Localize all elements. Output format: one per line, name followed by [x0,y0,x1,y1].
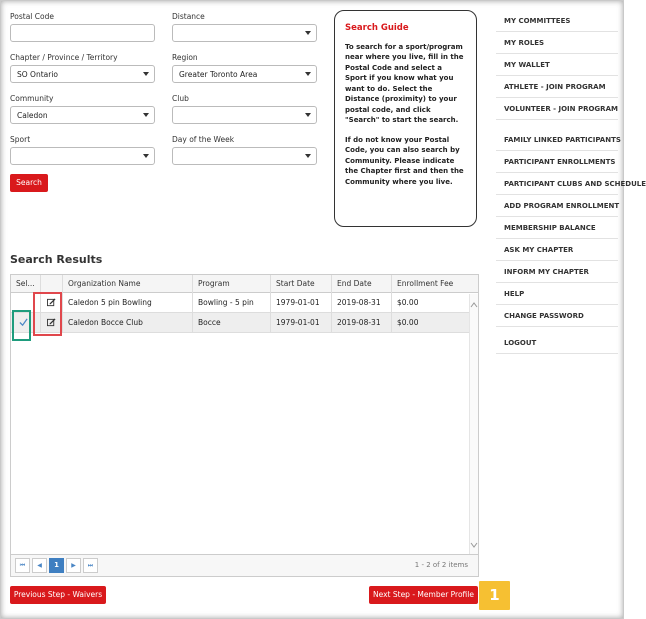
previous-step-button[interactable]: Previous Step - Waivers [10,586,106,604]
col-enrollment-fee[interactable]: Enrollment Fee [397,279,454,288]
region-select[interactable] [172,65,317,83]
chapter-label: Chapter / Province / Territory [10,53,118,62]
sidebar-gap [496,120,618,129]
program-cell: Bocce [193,313,271,333]
results-title: Search Results [10,253,103,266]
col-start-date[interactable]: Start Date [271,275,332,293]
grid-pager [11,554,478,576]
sidebar-item-inform-chapter[interactable]: INFORM MY CHAPTER [496,261,618,283]
distance-label: Distance [172,12,205,21]
org-name-cell: Caledon 5 pin Bowling [63,293,193,313]
fee-cell: $0.00 [397,298,419,307]
club-label: Club [172,94,189,103]
sidebar-item-help[interactable]: HELP [496,283,618,305]
search-guide-paragraph-2: If do not know your Postal Code, you can also search by Community. Please indicate the Chapter first and then the Community where you live. [345,135,464,186]
region-value: Greater Toronto Area [179,70,258,79]
highlight-edit-box [33,292,62,336]
highlight-select-box [12,310,31,341]
sidebar-item-logout[interactable]: LOGOUT [496,332,618,354]
page-button-1[interactable]: 1 [49,558,64,573]
sidebar-item-my-committees[interactable]: MY COMMITTEES [496,10,618,32]
sidebar-item-my-roles[interactable]: MY ROLES [496,32,618,54]
sidebar-item-family-linked[interactable]: FAMILY LINKED PARTICIPANTS [496,129,618,151]
grid-scrollbar[interactable] [469,294,478,556]
region-label: Region [172,53,198,62]
chevron-down-icon [305,72,311,76]
next-page-icon[interactable]: ▶ [66,558,81,573]
table-row[interactable] [11,293,469,313]
sidebar [496,10,646,354]
chapter-select[interactable] [10,65,155,83]
community-label: Community [10,94,54,103]
club-select[interactable] [172,106,317,124]
step-badge: 1 [479,581,510,610]
sidebar-item-change-password[interactable]: CHANGE PASSWORD [496,305,618,327]
sidebar-item-athlete-join[interactable]: ATHLETE - JOIN PROGRAM [496,76,618,98]
table-row[interactable] [11,313,469,333]
search-guide-paragraph-1: To search for a sport/program near where you live, fill in the Postal Code and select a Sport if you know what you want to do. Select the Distance (proximity) to your postal code, and click "Search" to start the search. [345,42,464,124]
col-edit [41,275,63,293]
sidebar-item-my-wallet[interactable]: MY WALLET [496,54,618,76]
chevron-down-icon [143,113,149,117]
col-program[interactable]: Program [193,275,271,293]
col-end-date[interactable]: End Date [332,275,392,293]
chevron-down-icon [305,154,311,158]
start-date-cell: 1979-01-01 [271,313,332,333]
scroll-down-icon [470,542,478,548]
sidebar-item-membership-balance[interactable]: MEMBERSHIP BALANCE [496,217,618,239]
sidebar-item-volunteer-join[interactable]: VOLUNTEER - JOIN PROGRAM [496,98,618,120]
sidebar-item-participant-enrollments[interactable]: PARTICIPANT ENROLLMENTS [496,151,618,173]
end-date-cell: 2019-08-31 [332,313,392,333]
scroll-up-icon [470,302,478,308]
col-organization-name[interactable]: Organization Name [63,275,193,293]
sport-select[interactable] [10,147,155,165]
search-guide-box [334,10,477,227]
community-value: Caledon [17,111,48,120]
day-of-week-label: Day of the Week [172,135,235,144]
pager-info: 1 - 2 of 2 items [414,561,468,569]
results-grid [10,274,479,577]
search-guide-title: Search Guide [345,23,409,33]
postal-code-label: Postal Code [10,12,54,21]
chevron-down-icon [305,31,311,35]
sidebar-item-ask-chapter[interactable]: ASK MY CHAPTER [496,239,618,261]
program-cell: Bowling - 5 pin [193,293,271,313]
community-select[interactable] [10,106,155,124]
day-of-week-select[interactable] [172,147,317,165]
sport-label: Sport [10,135,31,144]
col-select[interactable]: Sel... [11,275,41,293]
next-step-button[interactable]: Next Step - Member Profile [369,586,478,604]
postal-code-input[interactable] [10,24,155,42]
sidebar-item-participant-clubs[interactable]: PARTICIPANT CLUBS AND SCHEDULE [496,173,618,195]
fee-cell: $0.00 [397,318,419,327]
first-page-icon[interactable]: ⏮ [15,558,30,573]
search-button[interactable]: Search [10,174,48,192]
end-date-cell: 2019-08-31 [332,293,392,313]
distance-select[interactable] [172,24,317,42]
org-name-cell: Caledon Bocce Club [63,313,193,333]
prev-page-icon[interactable]: ◀ [32,558,47,573]
chevron-down-icon [143,72,149,76]
sidebar-item-add-enrollment[interactable]: ADD PROGRAM ENROLLMENT [496,195,618,217]
last-page-icon[interactable]: ⏭ [83,558,98,573]
grid-header [11,275,478,293]
chapter-value: SO Ontario [17,70,58,79]
start-date-cell: 1979-01-01 [271,293,332,313]
chevron-down-icon [305,113,311,117]
chevron-down-icon [143,154,149,158]
